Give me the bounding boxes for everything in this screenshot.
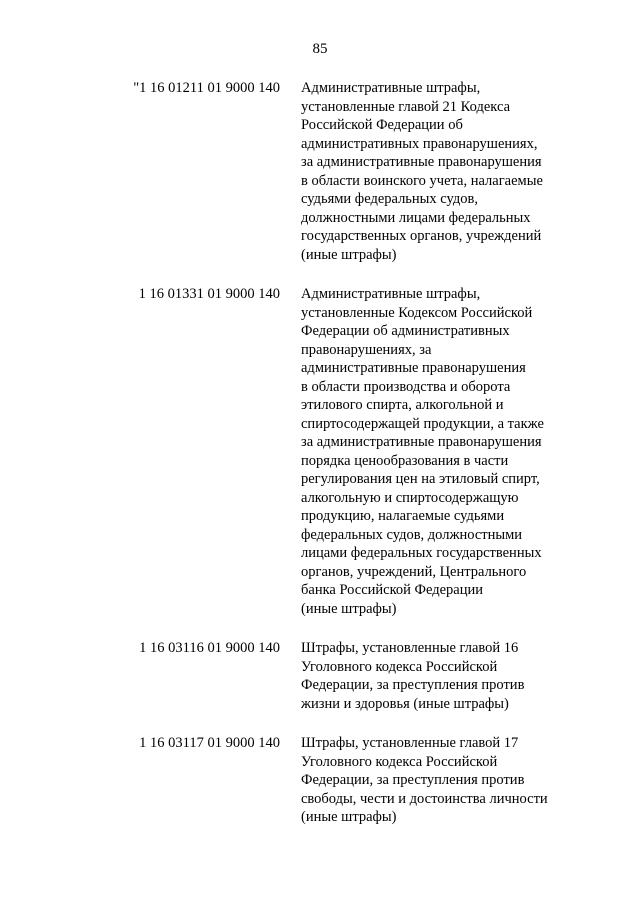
description-line: федеральных судов, должностными <box>301 526 523 543</box>
entry-4 <box>0 734 640 827</box>
entry-code: 1 16 03116 01 9000 140 <box>139 640 280 656</box>
description-line: Федерации, за преступления против <box>301 677 525 693</box>
description-line: регулирования цен на этиловый спирт, <box>301 471 540 487</box>
description-line: в области воинского учета, налагаемые <box>301 172 543 189</box>
description-line: (иные штрафы) <box>301 600 397 617</box>
description-line: Штрафы, установленные главой 17 <box>301 735 519 751</box>
entry-description <box>301 79 576 264</box>
description-line: свободы, чести и достоинства личности <box>301 790 548 807</box>
entries-list <box>0 79 640 848</box>
entry-3 <box>0 639 640 713</box>
entry-code: 1 16 01331 01 9000 140 <box>138 286 280 302</box>
description-line: банка Российской Федерации <box>301 582 484 598</box>
entry-1 <box>0 79 640 264</box>
description-line: порядка ценообразования в части <box>301 452 509 469</box>
description-line: лицами федеральных государственных <box>301 545 542 561</box>
description-line: Административные штрафы, <box>301 80 481 96</box>
description-line: Штрафы, установленные главой 16 <box>301 640 519 656</box>
entry-code: 1 16 03117 01 9000 140 <box>139 735 280 751</box>
description-line: Уголовного кодекса Российской <box>301 658 498 675</box>
description-line: должностными лицами федеральных <box>301 209 531 226</box>
description-line: установленные главой 21 Кодекса <box>301 98 511 115</box>
description-line: алкогольную и спиртосодержащую <box>301 489 519 506</box>
page-number: 85 <box>312 41 328 57</box>
description-line: Российской Федерации об <box>301 117 463 133</box>
entry-code: "1 16 01211 01 9000 140 <box>133 80 280 96</box>
description-line: за административные правонарушения <box>301 154 542 170</box>
description-line: Административные штрафы, <box>301 286 481 302</box>
description-line: этилового спирта, алкогольной и <box>301 397 504 413</box>
description-line: (иные штрафы) <box>301 809 397 825</box>
description-line: за административные правонарушения <box>301 434 542 450</box>
description-line: органов, учреждений, Центрального <box>301 563 527 580</box>
description-line: государственных органов, учреждений <box>301 228 542 244</box>
entry-description <box>301 734 576 827</box>
entry-2 <box>0 285 640 618</box>
description-line: правонарушениях, за <box>301 341 432 358</box>
description-line: в области производства и оборота <box>301 378 511 395</box>
description-line: Федерации об административных <box>301 323 510 339</box>
description-line: судьями федеральных судов, <box>301 191 478 207</box>
description-line: Уголовного кодекса Российской <box>301 753 498 770</box>
description-line: продукцию, налагаемые судьями <box>301 508 505 524</box>
description-line: жизни и здоровья (иные штрафы) <box>301 695 509 712</box>
description-line: административные правонарушения <box>301 360 526 376</box>
entry-description <box>301 639 576 713</box>
description-line: (иные штрафы) <box>301 246 397 263</box>
description-line: Федерации, за преступления против <box>301 772 525 788</box>
description-line: установленные Кодексом Российской <box>301 304 533 321</box>
description-line: административных правонарушениях, <box>301 135 538 152</box>
description-line: спиртосодержащей продукции, а также <box>301 415 544 432</box>
entry-description <box>301 285 576 618</box>
